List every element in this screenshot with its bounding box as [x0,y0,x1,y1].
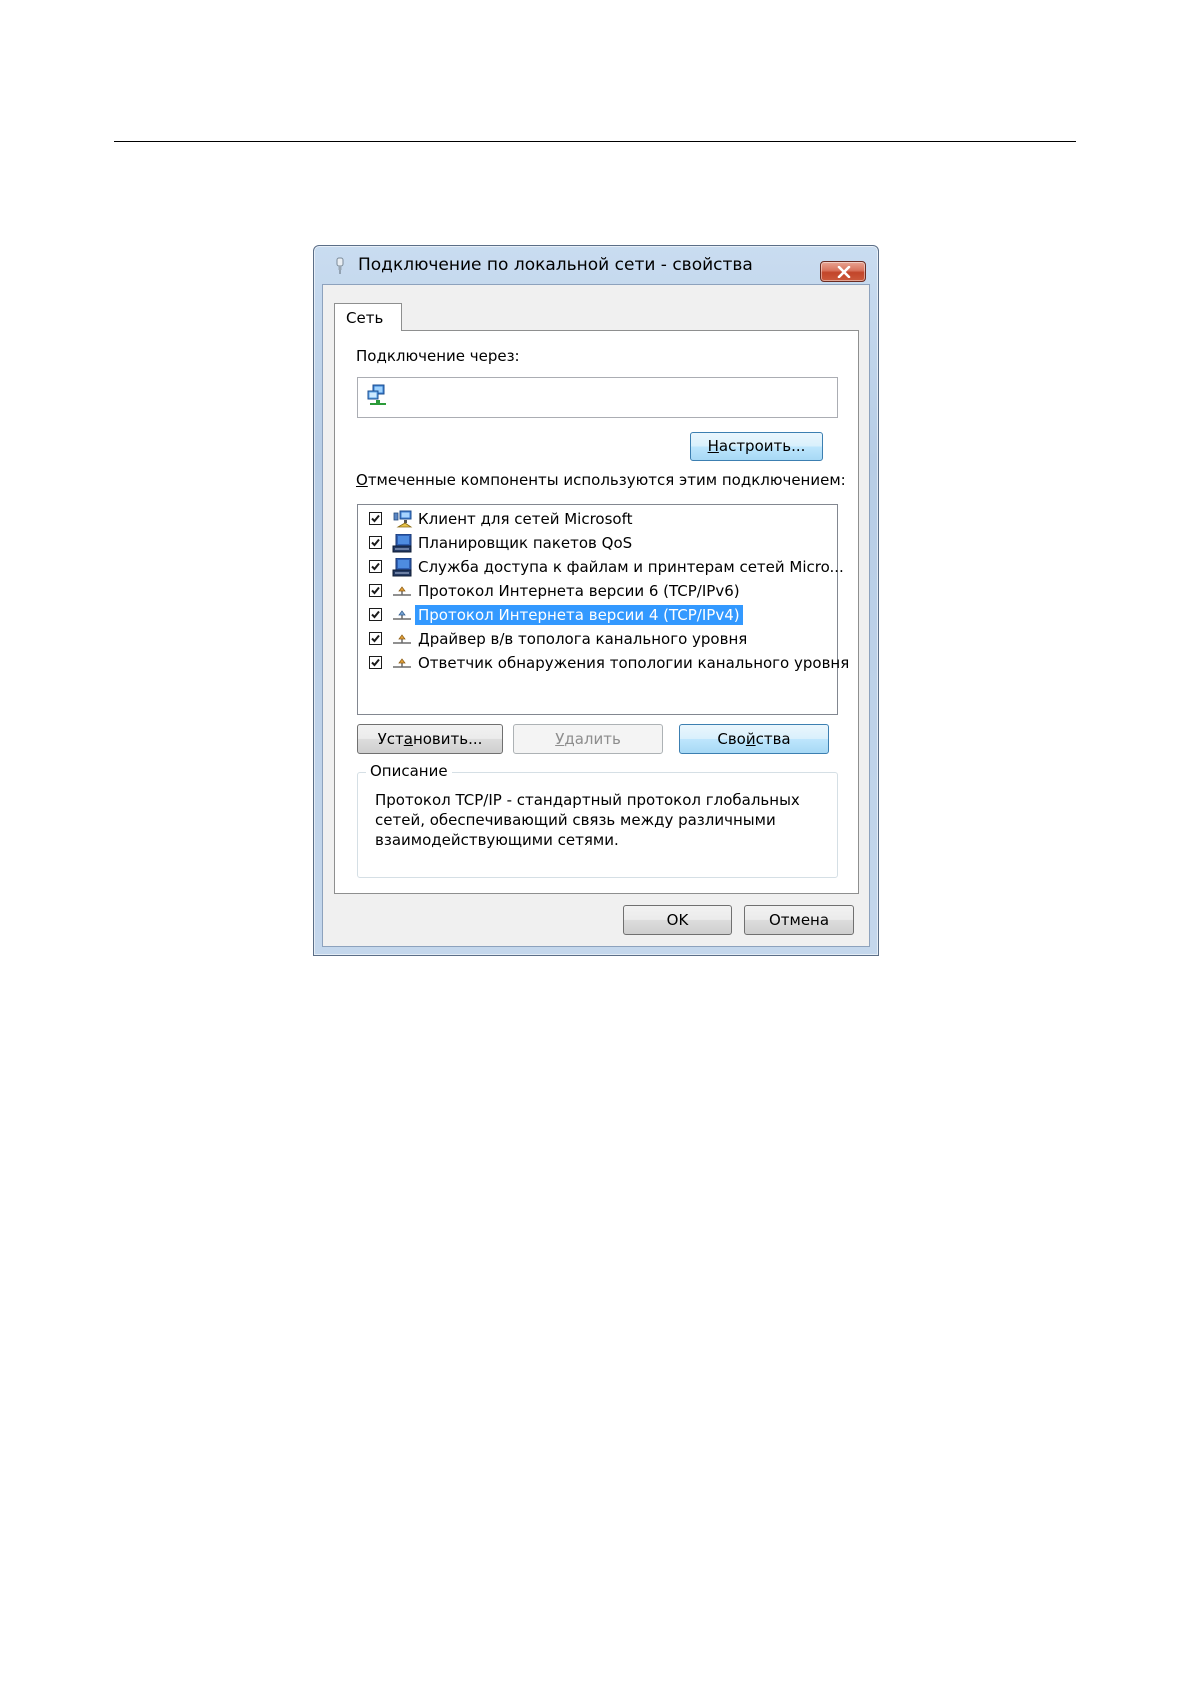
connect-using-label: Подключение через: [356,347,520,365]
title-bar[interactable] [314,246,878,284]
checkmark-icon [370,513,381,524]
list-item[interactable] [358,556,844,580]
properties-button[interactable]: Свойства [679,724,829,754]
adapter-field[interactable] [357,377,838,418]
network-service-icon [391,534,413,554]
tab-panel-network [334,330,859,894]
component-checkbox[interactable] [369,512,382,525]
network-client-icon [391,510,413,530]
component-checkbox[interactable] [369,584,382,597]
checkmark-icon [370,561,381,572]
list-item[interactable] [358,580,837,604]
network-adapter-icon [367,384,389,406]
ok-button[interactable]: OK [623,905,732,935]
component-label: Протокол Интернета версии 6 (TCP/IPv6) [418,582,740,600]
component-checkbox[interactable] [369,560,382,573]
component-checkbox[interactable] [369,656,382,669]
list-item[interactable] [358,604,837,628]
checkmark-icon [370,633,381,644]
properties-dialog [313,245,879,956]
cancel-button[interactable]: Отмена [744,905,854,935]
checkmark-icon [370,585,381,596]
install-button[interactable]: Установить... [357,724,503,754]
checkmark-icon [370,609,381,620]
checkmark-icon [370,657,381,668]
component-label-selected: Протокол Интернета версии 4 (TCP/IPv4) [415,605,743,625]
network-connection-icon [334,257,346,275]
list-item[interactable] [358,628,837,652]
network-protocol-icon [391,582,413,602]
component-label: Планировщик пакетов QoS [418,534,633,552]
uninstall-button[interactable]: Удалить [513,724,663,754]
description-group [357,762,838,878]
description-title: Описание [366,762,452,780]
close-button[interactable] [820,261,866,282]
component-checkbox[interactable] [369,632,382,645]
checkmark-icon [370,537,381,548]
network-protocol-icon [391,606,413,626]
window-title: Подключение по локальной сети - свойства [358,255,753,275]
close-icon [837,266,851,278]
tab-network-label: Сеть [346,309,384,327]
network-protocol-icon [391,630,413,650]
component-label: Клиент для сетей Microsoft [418,510,633,528]
components-label: Отмеченные компоненты используются этим подключением: [356,471,846,489]
tab-network[interactable] [334,303,402,331]
component-label: Драйвер в/в тополога канального уровня [418,630,748,648]
dialog-client-area [322,284,870,947]
component-checkbox[interactable] [369,608,382,621]
configure-button[interactable]: Настроить... [690,432,823,461]
list-item[interactable] [358,652,850,676]
component-label: Служба доступа к файлам и принтерам сетей Micro... [418,558,844,576]
component-label: Ответчик обнаружения топологии канального уровня [418,654,850,672]
network-service-icon [391,558,413,578]
component-checkbox[interactable] [369,536,382,549]
page-header-rule [114,141,1076,142]
description-text: Протокол TCP/IP - стандартный протокол глобальных сетей, обеспечивающий связь между различными взаимодействующими сетями. [375,791,800,849]
network-protocol-icon [391,654,413,674]
components-list[interactable] [357,504,850,715]
list-item[interactable] [358,508,837,532]
list-item[interactable] [358,532,837,556]
